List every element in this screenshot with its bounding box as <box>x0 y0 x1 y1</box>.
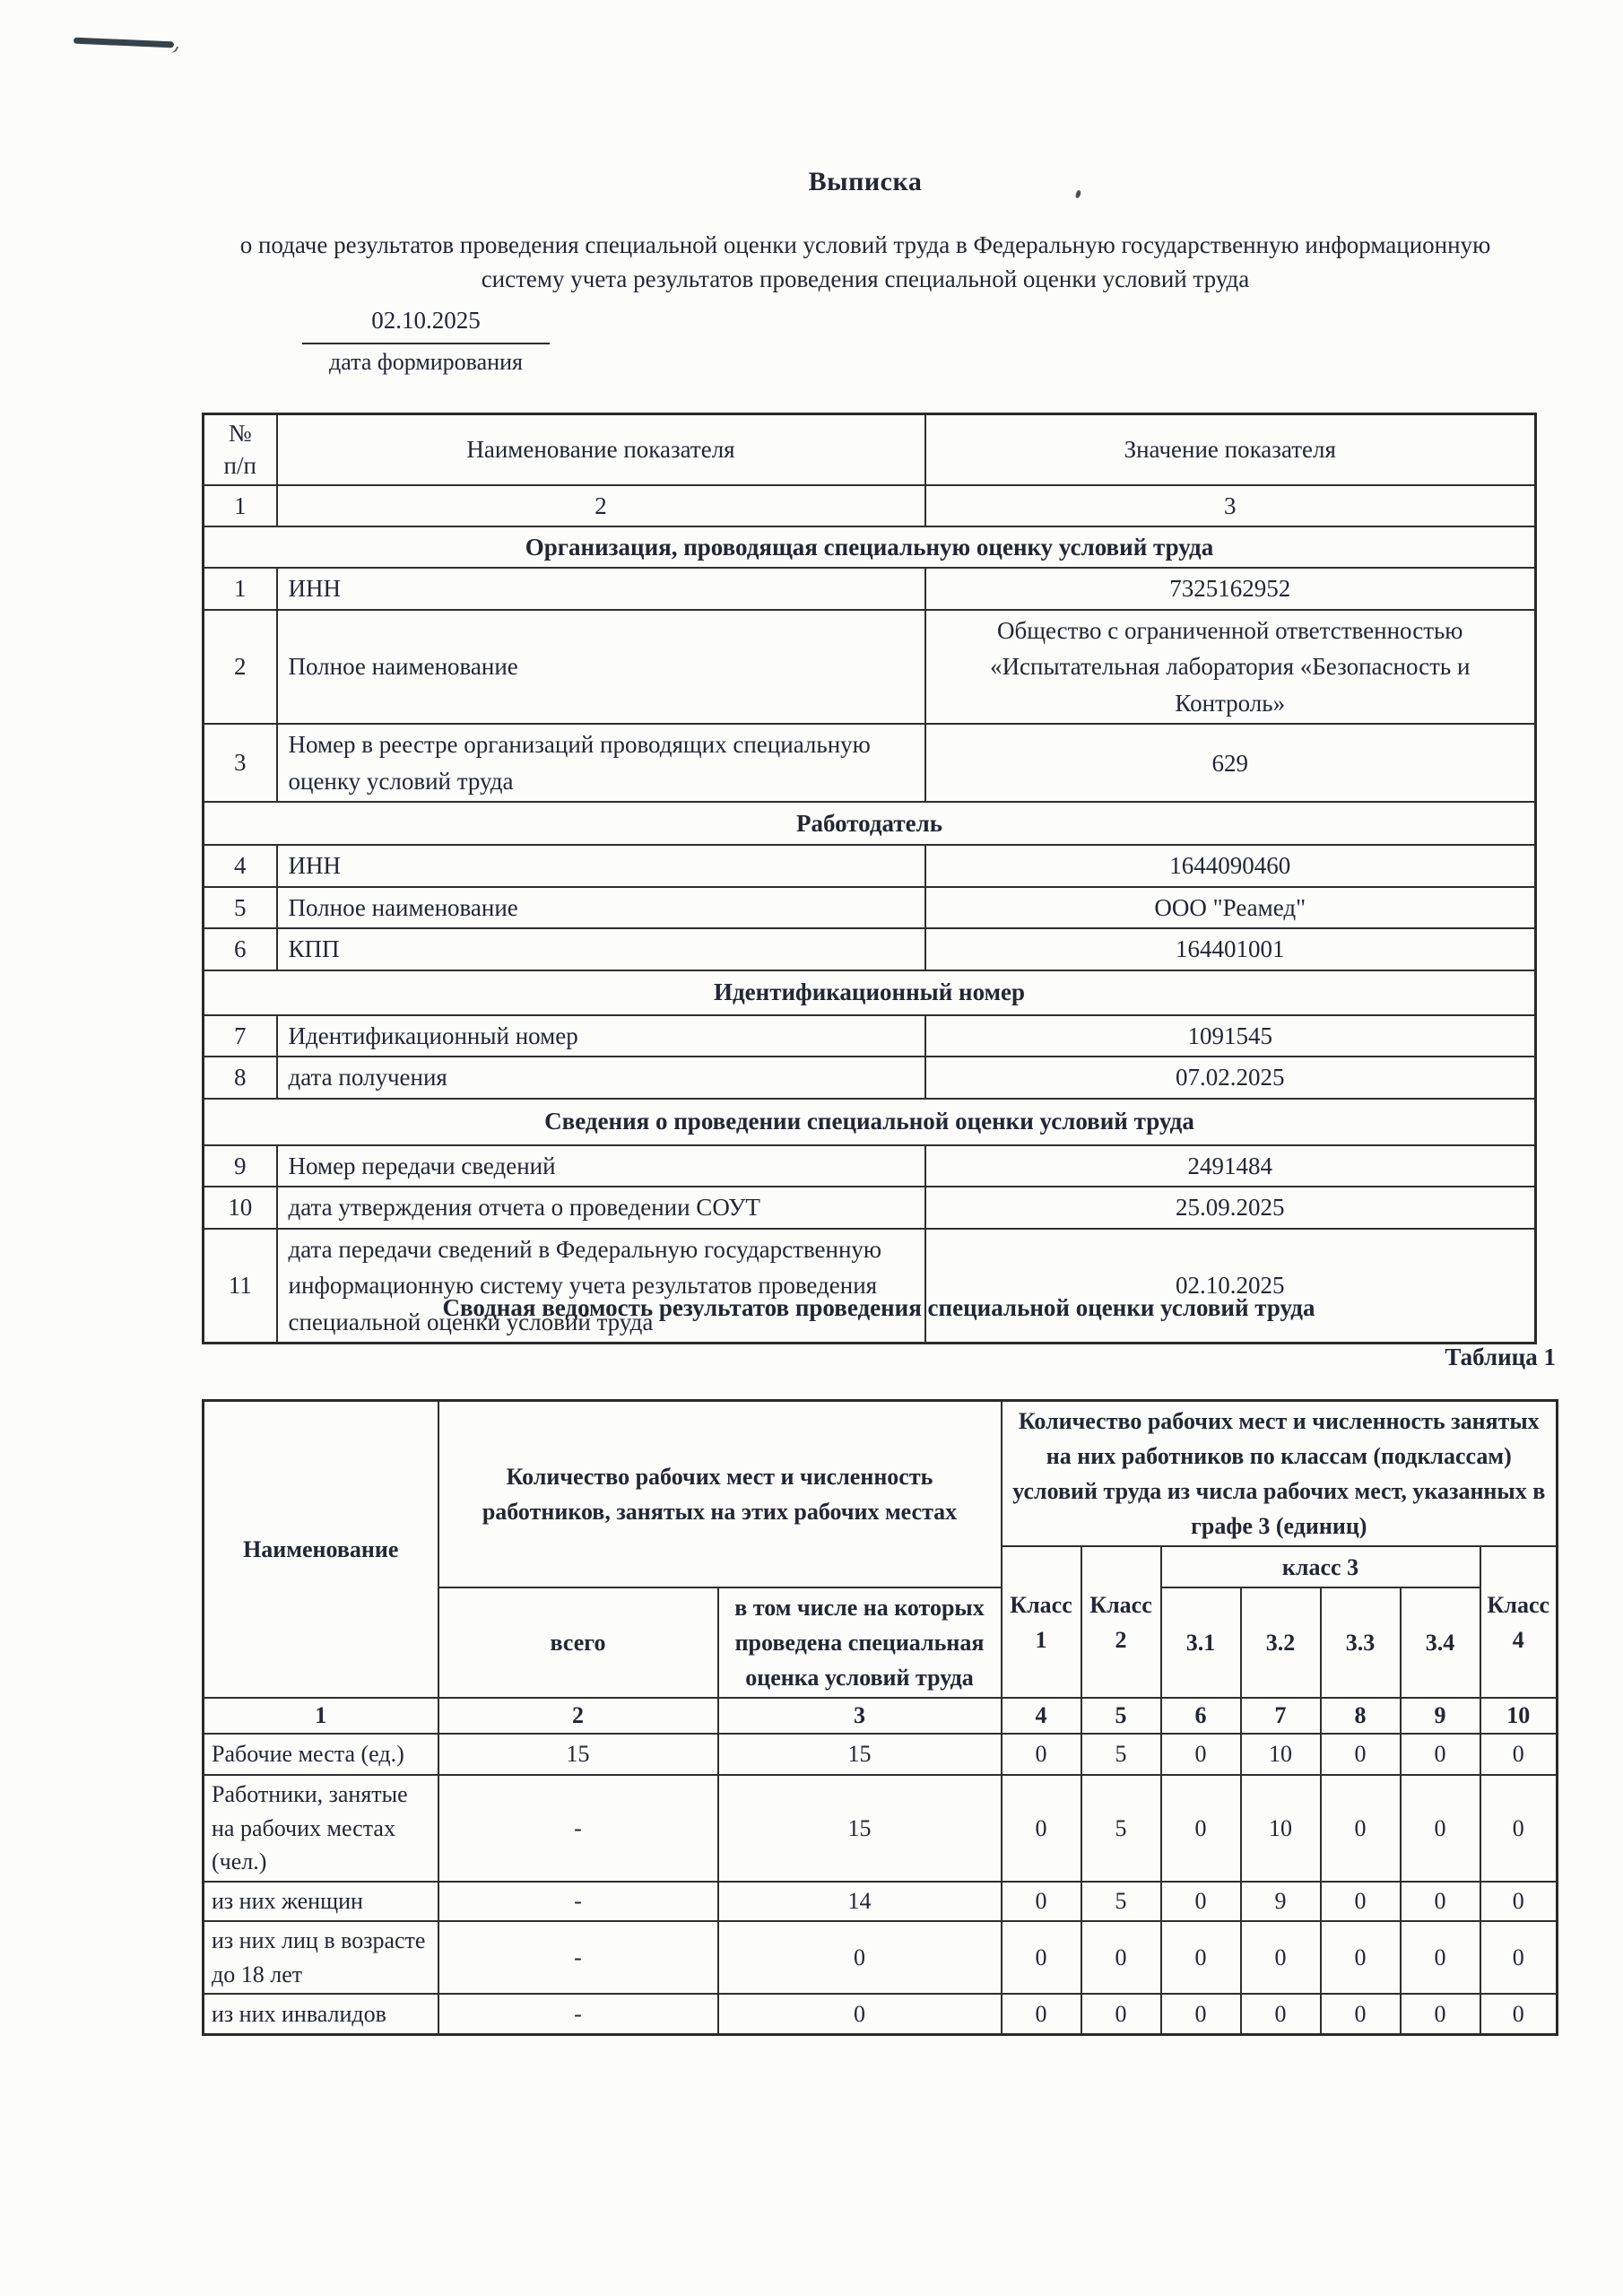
section-row <box>204 802 1536 845</box>
row-num: 3 <box>204 724 277 802</box>
section-row <box>204 970 1536 1015</box>
row-value: 0 <box>1002 1734 1081 1775</box>
colnum: 6 <box>1161 1698 1241 1734</box>
row-num: 9 <box>204 1145 277 1187</box>
row-name: из них инвалидов <box>204 1994 438 2034</box>
row-name: Номер в реестре организаций проводящих специальную оценку условий труда <box>277 724 925 802</box>
row-num: 7 <box>204 1015 277 1057</box>
row-value: 10 <box>1241 1734 1321 1775</box>
row-value: 5 <box>1081 1734 1161 1775</box>
table-row <box>204 1057 1536 1099</box>
row-name: ИНН <box>277 568 925 610</box>
table-row <box>204 1734 1558 1775</box>
row-num: 5 <box>204 887 277 929</box>
summary-numbering-row <box>204 1698 1558 1734</box>
formation-date-label: дата формирования <box>329 349 523 375</box>
table-row <box>204 1187 1536 1229</box>
colnum: 7 <box>1241 1698 1321 1734</box>
summary-table <box>202 1399 1558 2036</box>
table-row <box>204 610 1536 725</box>
table-row <box>204 1015 1536 1057</box>
row-value: 0 <box>1161 1882 1241 1921</box>
row-value: 14 <box>718 1882 1002 1921</box>
table-row <box>204 724 1536 802</box>
row-value: 0 <box>1241 1921 1321 1994</box>
row-value: - <box>438 1775 718 1882</box>
row-name: ИНН <box>277 845 925 887</box>
row-name: Полное наименование <box>277 887 925 929</box>
row-value: 0 <box>1401 1734 1480 1775</box>
row-num: 1 <box>204 568 277 610</box>
row-value: 0 <box>718 1994 1002 2034</box>
summary-table-label: Таблица 1 <box>1445 1344 1556 1370</box>
row-name: Рабочие места (ед.) <box>204 1734 438 1775</box>
row-name: из них лиц в возрасте до 18 лет <box>204 1921 438 1994</box>
header-assessed: в том числе на которых проведена специальная оценка условий труда <box>718 1587 1002 1698</box>
colnum: 3 <box>718 1698 1002 1734</box>
row-value: 0 <box>1002 1882 1081 1921</box>
row-value: 164401001 <box>925 928 1536 970</box>
summary-table-wrap <box>202 1399 1558 2036</box>
colnum-3: 3 <box>925 485 1536 527</box>
section-id-number: Идентификационный номер <box>204 970 1536 1015</box>
row-name: Идентификационный номер <box>277 1015 925 1057</box>
row-name: дата получения <box>277 1057 925 1099</box>
row-value: 0 <box>1002 1994 1081 2034</box>
header-num-line1: № <box>228 420 252 447</box>
row-value: 2491484 <box>925 1145 1536 1187</box>
row-value: 0 <box>1002 1775 1081 1882</box>
row-num: 4 <box>204 845 277 887</box>
table-row <box>204 1921 1558 1994</box>
row-num: 6 <box>204 928 277 970</box>
header-name: Наименование показателя <box>277 414 925 485</box>
row-name: Номер передачи сведений <box>277 1145 925 1187</box>
table-row <box>204 1145 1536 1187</box>
table-row <box>204 887 1536 929</box>
row-value: 15 <box>438 1734 718 1775</box>
row-value: 1091545 <box>925 1015 1536 1057</box>
row-value: 0 <box>1480 1734 1558 1775</box>
row-value: 9 <box>1241 1882 1321 1921</box>
row-value: 0 <box>1241 1994 1321 2034</box>
row-num: 2 <box>204 610 277 725</box>
table-row <box>204 1994 1558 2034</box>
table-row <box>204 1229 1536 1344</box>
table-row <box>204 1775 1558 1882</box>
row-value: 25.09.2025 <box>925 1187 1536 1229</box>
row-value: 0 <box>1002 1921 1081 1994</box>
header-group-left: Количество рабочих мест и численность работников, занятых на этих рабочих местах <box>438 1401 1002 1588</box>
row-value: 0 <box>1081 1921 1161 1994</box>
colnum: 2 <box>438 1698 718 1734</box>
header-class3-group: класс 3 <box>1161 1546 1480 1587</box>
row-value: 0 <box>1321 1994 1401 2034</box>
row-value: 5 <box>1081 1882 1161 1921</box>
indicators-table <box>202 413 1537 1344</box>
row-value: 0 <box>1480 1921 1558 1994</box>
row-value: 0 <box>1321 1882 1401 1921</box>
header-class1: Класс 1 <box>1002 1546 1081 1698</box>
row-value: - <box>438 1994 718 2034</box>
colnum: 1 <box>204 1698 438 1734</box>
row-value: 0 <box>1401 1921 1480 1994</box>
row-num: 8 <box>204 1057 277 1099</box>
row-name: дата передачи сведений в Федеральную государственную информационную систему учета результатов проведения специальной оценки условий труда <box>277 1229 925 1344</box>
row-value: 5 <box>1081 1775 1161 1882</box>
colnum: 10 <box>1480 1698 1558 1734</box>
indicators-table-wrap <box>202 413 1537 1344</box>
header-naimenovanie: Наименование <box>204 1401 438 1699</box>
row-value: 0 <box>1161 1994 1241 2034</box>
row-name: Полное наименование <box>277 610 925 725</box>
row-value: - <box>438 1882 718 1921</box>
row-value: 15 <box>718 1775 1002 1882</box>
header-group-right: Количество рабочих мест и численность занятых на них работников по классам (подклассам) условий труда из числа рабочих мест, указанных в графе 3 (единиц) <box>1002 1401 1558 1547</box>
row-value: 07.02.2025 <box>925 1057 1536 1099</box>
table-row <box>204 1882 1558 1921</box>
header-class2: Класс 2 <box>1081 1546 1161 1698</box>
row-value: 0 <box>1480 1994 1558 2034</box>
row-value: - <box>438 1921 718 1994</box>
table-row <box>204 928 1536 970</box>
document-subtitle-line1: о подаче результатов проведения специальной оценки условий труда в Федеральную государственную информационную <box>239 231 1491 258</box>
row-value: 0 <box>718 1921 1002 1994</box>
row-value: 0 <box>1161 1921 1241 1994</box>
row-value: 0 <box>1081 1994 1161 2034</box>
summary-header-row-1 <box>204 1401 1558 1547</box>
formation-date-value: 02.10.2025 <box>302 307 550 344</box>
row-name: КПП <box>277 928 925 970</box>
row-value: 02.10.2025 <box>925 1229 1536 1344</box>
table-row <box>204 845 1536 887</box>
column-numbering-row <box>204 485 1536 527</box>
row-value: 629 <box>925 724 1536 802</box>
header-class3-1: 3.1 <box>1161 1587 1241 1698</box>
header-class3-2: 3.2 <box>1241 1587 1321 1698</box>
row-value: 0 <box>1321 1734 1401 1775</box>
row-value: 15 <box>718 1734 1002 1775</box>
colnum: 5 <box>1081 1698 1161 1734</box>
header-class4: Класс 4 <box>1480 1546 1558 1698</box>
scan-artifact-stroke <box>74 38 174 48</box>
row-value: 0 <box>1401 1882 1480 1921</box>
colnum-1: 1 <box>204 485 277 527</box>
header-value: Значение показателя <box>925 414 1536 485</box>
row-name: из них женщин <box>204 1882 438 1921</box>
section-organization: Организация, проводящая специальную оценку условий труда <box>204 526 1536 568</box>
document-title: Выписка <box>808 167 923 196</box>
row-value: 0 <box>1401 1994 1480 2034</box>
formation-date-block <box>302 307 550 376</box>
row-value: 0 <box>1321 1921 1401 1994</box>
row-value: 0 <box>1480 1882 1558 1921</box>
document-subtitle-line2: систему учета результатов проведения специальной оценки условий труда <box>481 265 1250 293</box>
row-value: 7325162952 <box>925 568 1536 610</box>
header-num-line2: п/п <box>223 452 256 480</box>
colnum: 4 <box>1002 1698 1081 1734</box>
row-name: Работники, занятые на рабочих местах (чел.) <box>204 1775 438 1882</box>
header-class3-3: 3.3 <box>1321 1587 1401 1698</box>
row-num: 11 <box>204 1229 277 1344</box>
row-value: 0 <box>1401 1775 1480 1882</box>
colnum: 8 <box>1321 1698 1401 1734</box>
colnum: 9 <box>1401 1698 1480 1734</box>
table-row <box>204 568 1536 610</box>
row-value: 0 <box>1321 1775 1401 1882</box>
row-value: ООО "Реамед" <box>925 887 1536 929</box>
header-class3-4: 3.4 <box>1401 1587 1480 1698</box>
row-name: дата утверждения отчета о проведении СОУТ <box>277 1187 925 1229</box>
header-total: всего <box>438 1587 718 1698</box>
section-row <box>204 1099 1536 1145</box>
document-subtitle <box>0 228 1623 297</box>
section-row <box>204 526 1536 568</box>
row-num: 10 <box>204 1187 277 1229</box>
section-sout-info: Сведения о проведении специальной оценки условий труда <box>204 1099 1536 1145</box>
row-value: 0 <box>1480 1775 1558 1882</box>
header-num <box>204 414 277 485</box>
summary-table-caption: Сводная ведомость результатов проведения специальной оценки условий труда <box>442 1294 1315 1321</box>
row-value: 0 <box>1161 1775 1241 1882</box>
row-value: 0 <box>1161 1734 1241 1775</box>
section-employer: Работодатель <box>204 802 1536 845</box>
row-value: 10 <box>1241 1775 1321 1882</box>
row-value: 1644090460 <box>925 845 1536 887</box>
row-value: Общество с ограниченной ответственностью «Испытательная лаборатория «Безопасность и Контроль» <box>925 610 1536 725</box>
colnum-2: 2 <box>277 485 925 527</box>
indicators-header-row <box>204 414 1536 485</box>
